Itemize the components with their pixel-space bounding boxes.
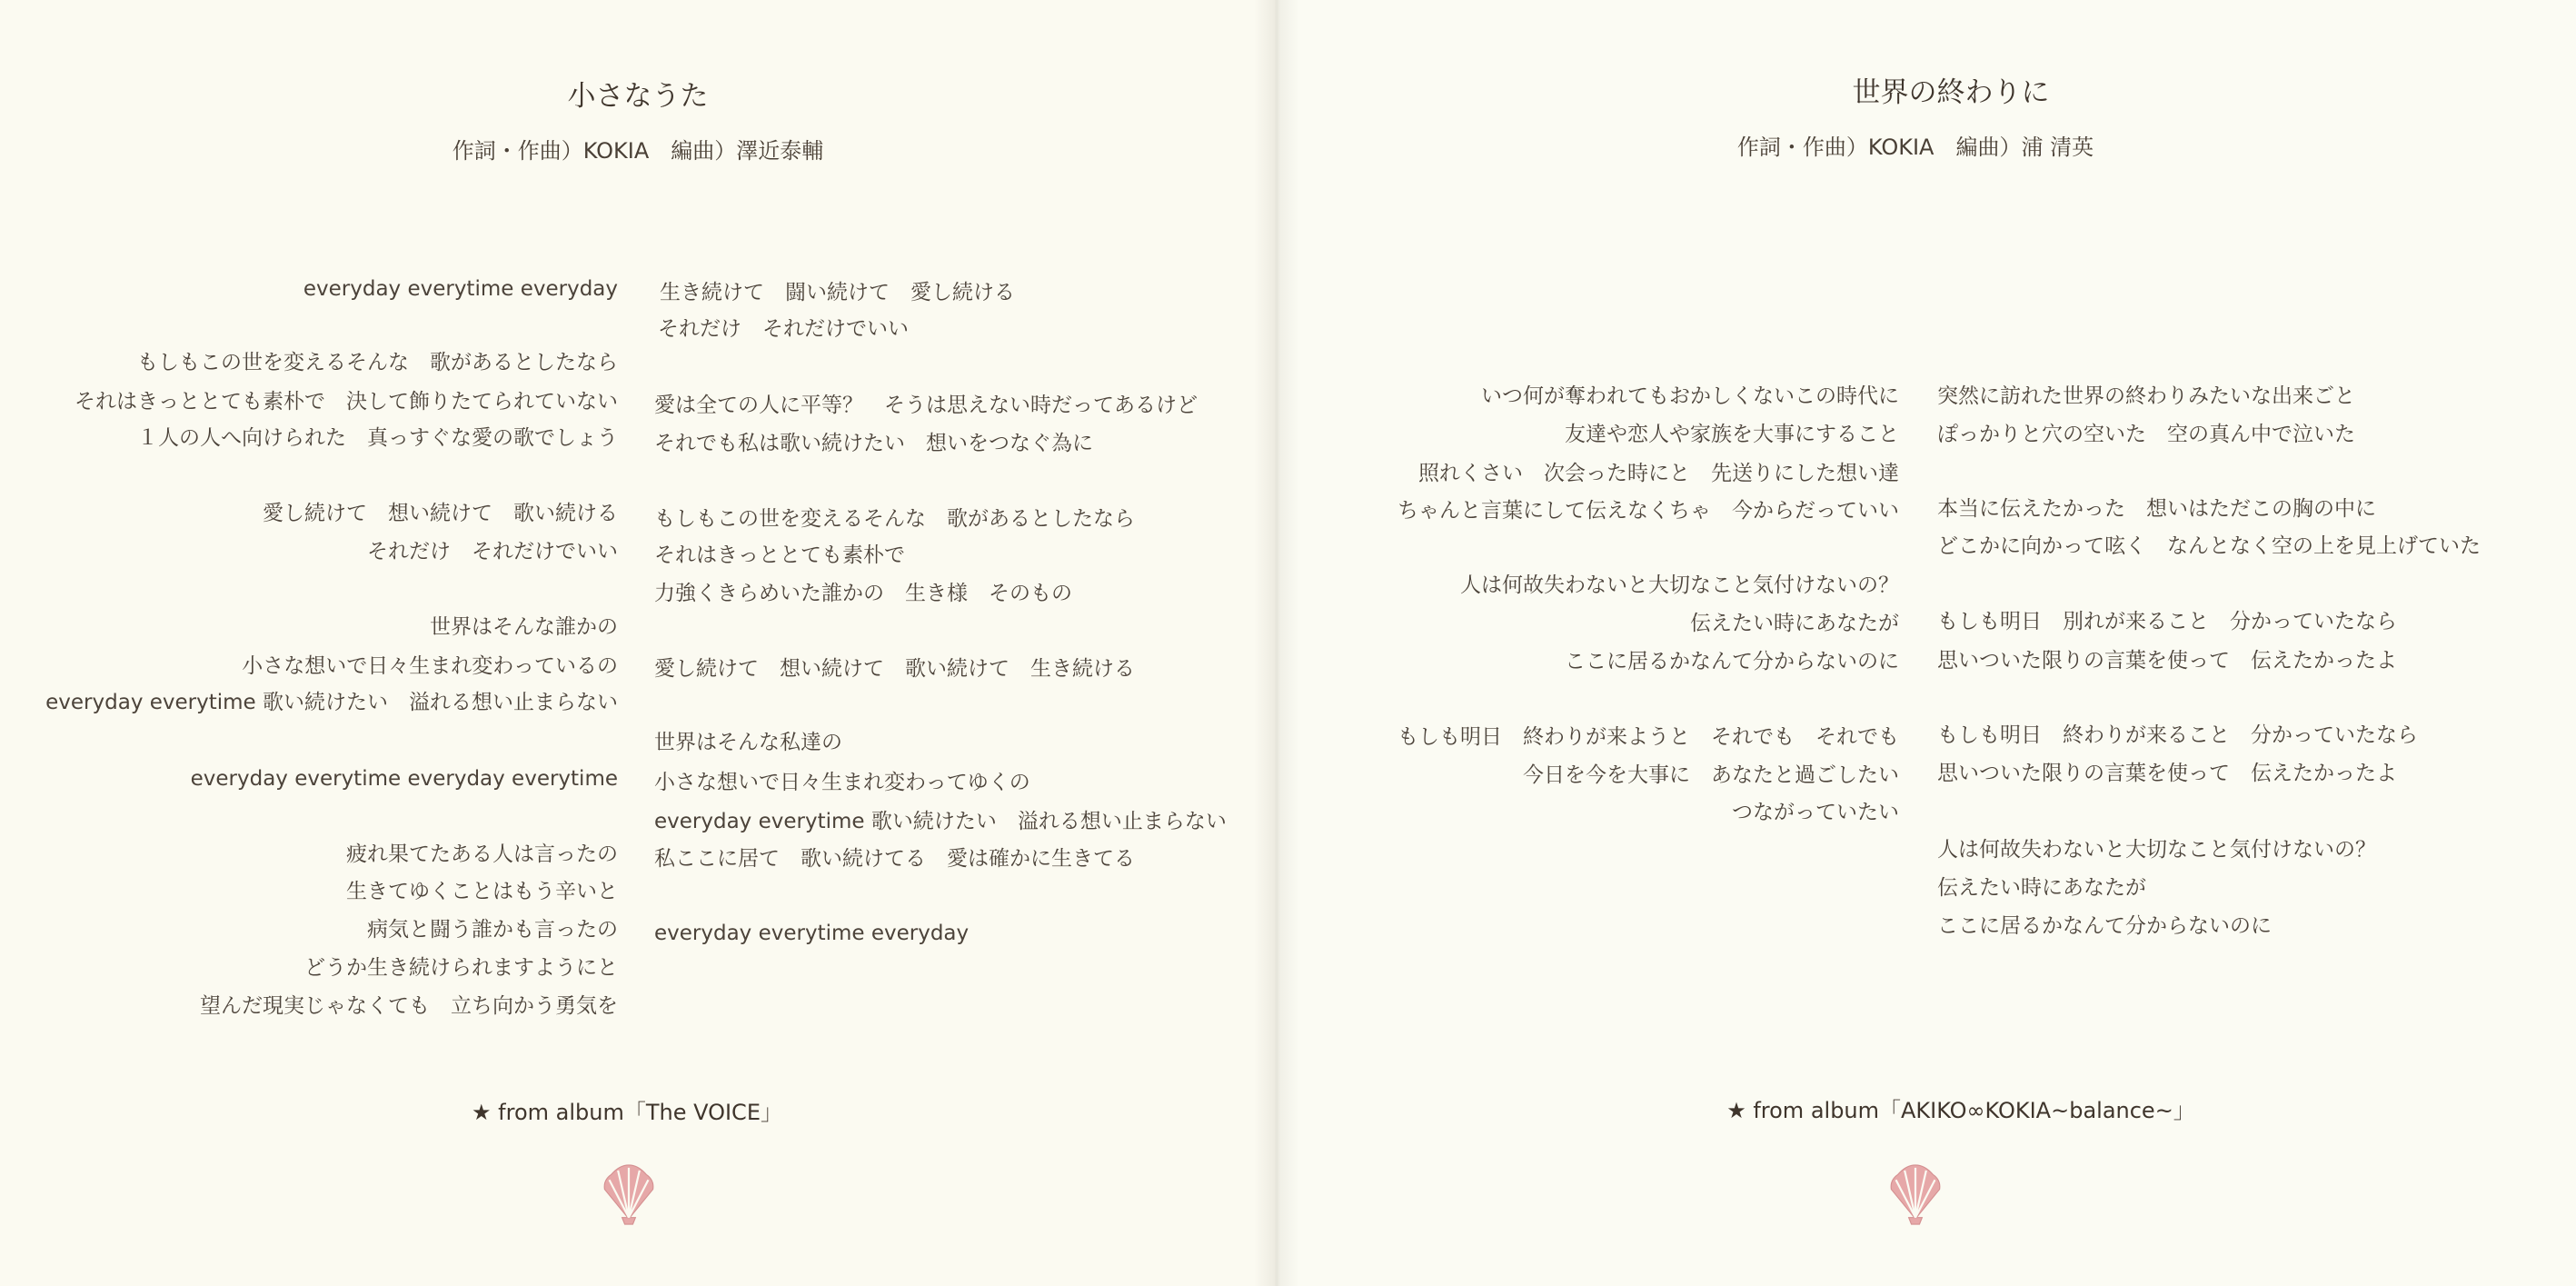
lyric-line: ぽっかりと穴の空いた 空の真ん中で泣いた [1937, 423, 2355, 446]
album-credit: ★ from album「The VOICE」 [472, 1100, 782, 1125]
page-gutter [1254, 0, 1299, 1286]
lyric-line: 今日を今を大事に あなたと過ごしたい [1523, 763, 1899, 787]
lyric-line: everyday everytime everyday [303, 277, 618, 301]
lyric-line: ちゃんと言葉にして伝えなくちゃ 今からだっていい [1397, 499, 1899, 523]
lyric-line: 疲れ果てたある人は言ったの [346, 842, 618, 866]
lyric-line: もしも明日 終わりが来ようと それでも それでも [1397, 725, 1899, 749]
lyric-line: 愛し続けて 想い続けて 歌い続けて 生き続ける [654, 657, 1135, 681]
lyric-line: ここに居るかなんて分からないのに [1937, 914, 2272, 938]
lyric-line: everyday everytime 歌い続けたい 溢れる想い止まらない [654, 810, 1227, 833]
lyric-line: 私ここに居て 歌い続けてる 愛は確かに生きてる [654, 847, 1135, 871]
lyric-line: 伝えたい時にあなたが [1937, 876, 2146, 900]
lyric-line: 生き続けて 闘い続けて 愛し続ける [660, 281, 1015, 304]
lyric-line: つながっていたい [1732, 801, 1899, 824]
lyric-line: もしもこの世を変えるそんな 歌があるとしたなら [137, 351, 618, 374]
lyric-line: もしも明日 終わりが来ること 分かっていたなら [1937, 723, 2418, 747]
lyric-line: もしも明日 別れが来ること 分かっていたなら [1937, 610, 2397, 633]
album-credit: ★ from album「AKIKO∞KOKIA~balance~」 [1726, 1098, 2195, 1123]
lyric-line: それだけ それだけでいい [658, 317, 909, 341]
song-title: 小さなうた [567, 80, 709, 113]
lyric-line: もしもこの世を変えるそんな 歌があるとしたなら [654, 507, 1135, 531]
lyric-line: everyday everytime everyday [654, 922, 970, 945]
lyric-line: 生きてゆくことはもう辛いと [346, 880, 618, 903]
lyric-line: 力強くきらめいた誰かの 生き様 そのもの [654, 582, 1072, 605]
scallop-shell-icon [595, 1160, 662, 1227]
lyric-line: 突然に訪れた世界の終わりみたいな出来ごと [1937, 384, 2355, 408]
lyric-line: それはきっととても素朴で 決して飾りたてられていない [75, 390, 618, 414]
lyric-line: 世界はそんな私達の [654, 731, 842, 754]
lyric-line: 人は何故失わないと大切なこと気付けないの？ [1937, 838, 2376, 862]
lyric-line: それだけ それだけでいい [367, 540, 618, 563]
lyric-line: それはきっととても素朴で [654, 543, 905, 567]
lyric-line: 思いついた限りの言葉を使って 伝えたかったよ [1937, 649, 2397, 673]
lyric-line: 友達や恋人や家族を大事にすること [1565, 423, 1899, 446]
lyric-line: 思いついた限りの言葉を使って 伝えたかったよ [1937, 762, 2397, 785]
lyric-line: どこかに向かって呟く なんとなく空の上を見上げていた [1937, 534, 2481, 558]
lyric-line: ここに居るかなんて分からないのに [1565, 650, 1899, 673]
lyric-line: 世界はそんな誰かの [430, 615, 618, 639]
lyric-line: 病気と闘う誰かも言ったの [367, 918, 618, 942]
lyric-line: 伝えたい時にあなたが [1690, 612, 1899, 635]
lyric-line: 愛し続けて 想い続けて 歌い続ける [263, 502, 618, 525]
scallop-shell-icon [1882, 1160, 1949, 1227]
right-page [1276, 0, 2576, 1286]
song-credits: 作詞・作曲）KOKIA 編曲）浦 清英 [1736, 135, 2094, 160]
lyrics-column-1 [0, 0, 618, 1286]
lyric-line: 望んだ現実じゃなくても 立ち向かう勇気を [200, 994, 618, 1018]
left-page [0, 0, 1276, 1286]
lyric-line: 小さな想いで日々生まれ変わってゆくの [654, 771, 1030, 794]
lyric-line: 人は何故失わないと大切なこと気付けないの？ [1460, 573, 1899, 597]
lyric-line: どうか生き続けられますようにと [304, 956, 618, 980]
lyric-line: 本当に伝えたかった 想いはただこの胸の中に [1937, 497, 2376, 521]
lyric-line: 照れくさい 次会った時にと 先送りにした想い達 [1418, 462, 1899, 485]
lyric-line: everyday everytime 歌い続けたい 溢れる想い止まらない [45, 691, 618, 714]
lyric-line: 愛は全ての人に平等？ そうは思えない時だってあるけど [654, 394, 1198, 417]
lyric-line: 小さな想いで日々生まれ変わっているの [242, 654, 618, 678]
song-title: 世界の終わりに [1852, 76, 2050, 109]
lyric-line: １人の人へ向けられた 真っすぐな愛の歌でしょう [137, 426, 618, 450]
lyrics-column-2 [654, 0, 1263, 1286]
lyric-line: それでも私は歌い続けたい 想いをつなぐ為に [654, 432, 1093, 455]
song-credits: 作詞・作曲）KOKIA 編曲）澤近泰輔 [452, 138, 824, 164]
lyric-line: いつ何が奪われてもおかしくないこの時代に [1481, 384, 1899, 408]
lyric-line: everyday everytime everyday everytime [190, 767, 618, 791]
